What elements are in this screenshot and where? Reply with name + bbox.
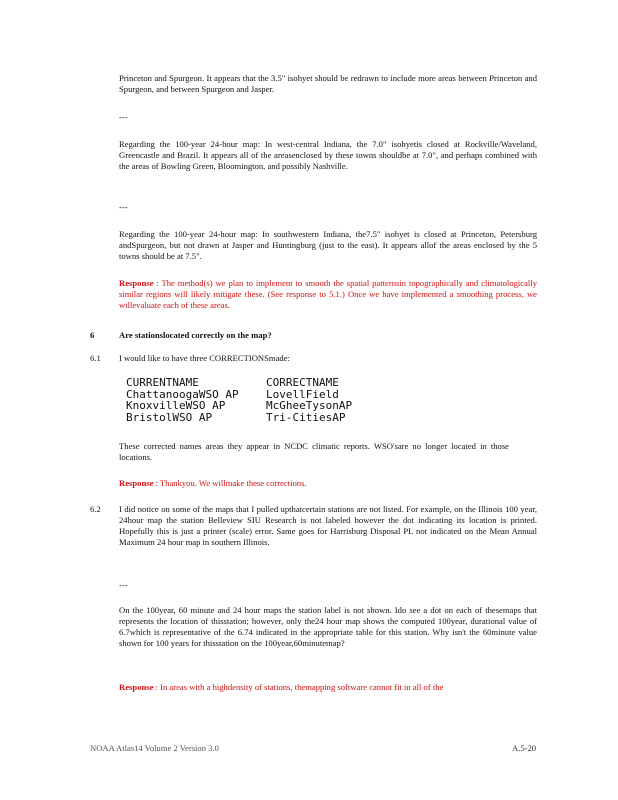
response-label: Response xyxy=(119,478,154,488)
response-smoothing xyxy=(119,278,537,311)
current-name-cell: ChattanoogaWSO AP xyxy=(126,387,239,401)
footer-page-number: A.5-20 xyxy=(512,743,537,753)
section-title: Are stationslocated correctly on the map? xyxy=(119,330,272,340)
section-number: 6 xyxy=(90,330,95,340)
correct-name-cell: LovellField xyxy=(266,387,339,401)
header-correct-name: CORRECTNAME xyxy=(266,376,339,389)
response-corrections xyxy=(119,478,537,489)
item-6-2-number: 6.2 xyxy=(90,504,101,514)
current-name-cell: BristolWSO AP xyxy=(126,410,213,424)
response-text: : The method(s) we plan to implement to smooth the spatial patternsin topographically and climatologically similar regions will likely mitigate these. (See response to 5.1.) Once we have implemented a smoothing process, we willevaluate each of these areas. xyxy=(119,278,537,310)
response-label: Response xyxy=(119,278,154,288)
separator: --- xyxy=(119,112,128,122)
item-6-1-number: 6.1 xyxy=(90,353,101,363)
separator: --- xyxy=(119,202,128,212)
item-6-2-paragraph-missing-labels: I did notice on some of the maps that I pulled upthatcertain stations are not listed. For example, on the Illinois 100 year, 24hour map the station Belleview SIU Research is not labeled however the dot indicating its location is printed. Hopefully this is just a printer (scale) error. Same goes for Harrisburg Disposal PL not indicated on the Mean Annual Maximum 24 hour map in southern Illinois. xyxy=(119,504,537,547)
separator: --- xyxy=(119,580,128,590)
footer-document-title: NOAA Atlas14 Volume 2 Version 3.0 xyxy=(90,743,219,753)
item-6-1-intro: I would like to have three CORRECTIONSmade: xyxy=(119,353,290,363)
correct-name-cell: Tri-CitiesAP xyxy=(266,410,346,424)
table-row xyxy=(126,400,352,412)
table-header-row xyxy=(126,377,352,389)
corrections-table xyxy=(126,377,352,423)
current-name-cell: KnoxvilleWSO AP xyxy=(126,399,226,412)
item-6-2-paragraph-100year: On the 100year, 60 minute and 24 hour maps the station label is not shown. Ido see a dot on each of thesemaps that represents the location of thisstation; however, only the24 hour map shows the computed 100year, durational value of 6.7which is representative of the 6.74 indicated in the appropriate table for this station. Why isn't the 60minute value shown for 100 years for thisstation on the 100year,60minutemap? xyxy=(119,605,537,648)
table-row xyxy=(126,412,352,424)
paragraph-southwestern-indiana: Regarding the 100-year 24-hour map: In southwestern Indiana, the7.5" isohyet is closed at Princeton, Petersburg andSpurgeon, but not drawn at Jasper and Huntingburg (just to the east). It appears allof the areas enclosed by the 5 towns should be at 7.5". xyxy=(119,229,537,261)
response-text: : Thankyou. We willmake these corrections. xyxy=(155,478,307,488)
response-text: : In areas with a highdensity of stations, themapping software cannot fit in all of the xyxy=(155,682,444,692)
correct-name-cell: McGheeTysonAP xyxy=(266,399,353,412)
header-current-name: CURRENTNAME xyxy=(126,376,199,389)
section-6-heading xyxy=(90,330,272,341)
response-station-density xyxy=(119,682,537,693)
item-6-1-note: These corrected names areas they appear in NCDC climatic reports. WSO'sare no longer located in those locations. xyxy=(119,441,509,462)
paragraph-princeton: Princeton and Spurgeon. It appears that the 3.5" isohyet should be redrawn to include more areas between Princeton and Spurgeon, and between Spurgeon and Jasper. xyxy=(119,73,537,94)
paragraph-west-central-indiana: Regarding the 100-year 24-hour map: In west-central Indiana, the 7.0" isohyetis closed at Rockville/Waveland, Greencastle and Brazil. It appears all of the areasenclosed by these towns shouldbe at 7.0", and perhaps combined with the areas of Bowling Green, Bloomington, and possibly Nashville. xyxy=(119,139,537,171)
response-label: Response xyxy=(119,682,154,692)
